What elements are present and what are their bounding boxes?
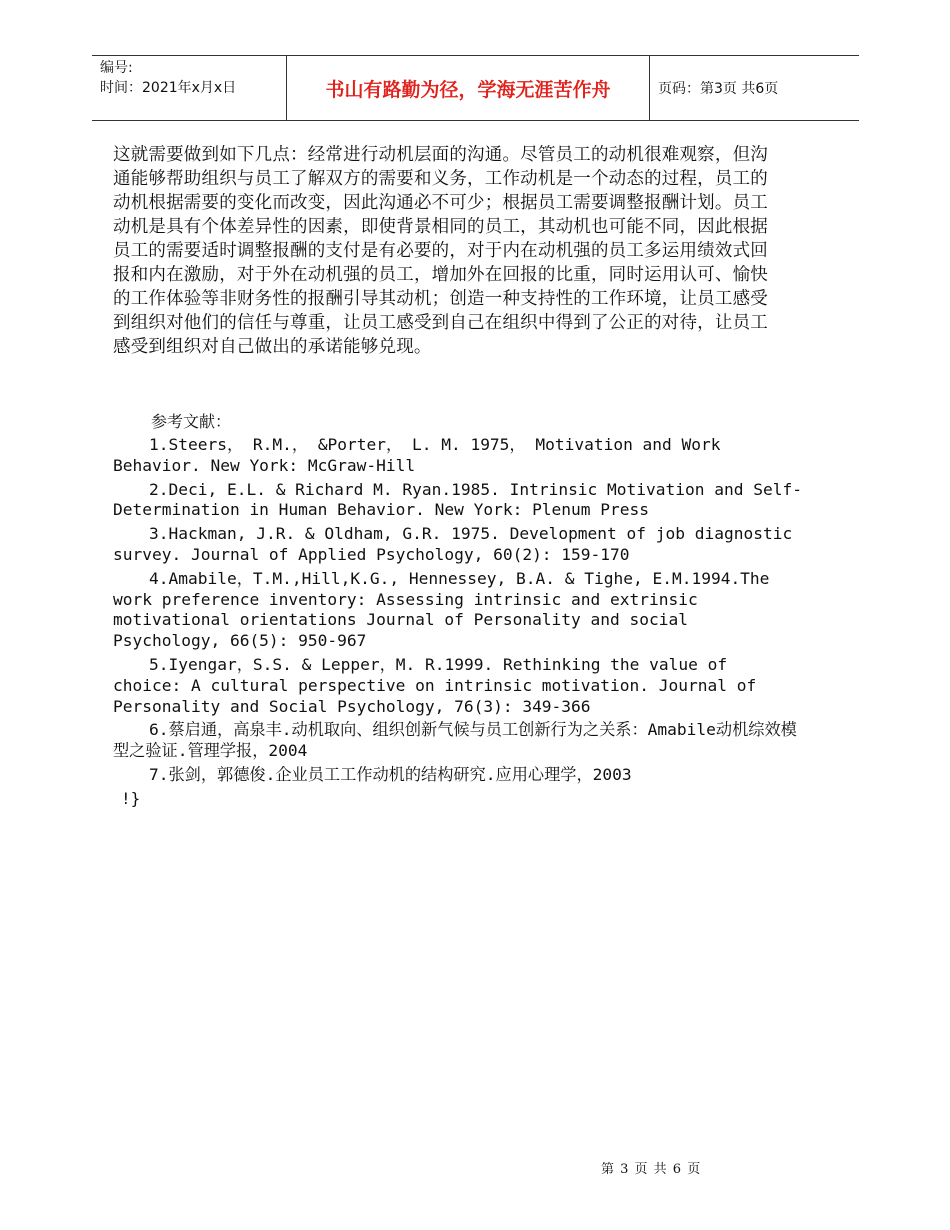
reference-item: 2.Deci, E.L. & Richard M. Ryan.1985. Intrinsic Motivation and Self-Determination in Human Behavior. New York: Plenum Press: [113, 479, 802, 520]
page-footer: 第 3 页 共 6 页: [601, 1162, 702, 1177]
reference-item: 6.蔡启通，高泉丰.动机取向、组织创新气候与员工创新行为之关系：Amabile动机综效模型之验证.管理学报，2004: [113, 720, 797, 761]
references-title: 参考文献：: [151, 412, 232, 431]
body-paragraph: 这就需要做到如下几点：经常进行动机层面的沟通。尽管员工的动机很难观察，但沟通能够帮助组织与员工了解双方的需要和义务，工作动机是一个动态的过程，员工的动机根据需要的变化而改变，因此沟通必不可少；根据员工需要调整报酬计划。员工动机是具有个体差异性的因素，即使背景相同的员工，其动机也可能不同，因此根据员工的需要适时调整报酬的支付是有必要的，对于内在动机强的员工多运用绩效式回报和内在激励，对于外在动机强的员工，增加外在回报的比重，同时运用认可、愉快的工作体验等非财务性的报酬引导其动机；创造一种支持性的工作环境，让员工感受到组织对他们的信任与尊重，让员工感受到自己在组织中得到了公正的对待，让员工感受到组织对自己做出的承诺能够兑现。: [113, 145, 768, 357]
reference-item: 3.Hackman, J.R. & Oldham, G.R. 1975. Development of job diagnostic survey. Journal of Applied Psychology, 60(2): 159-170: [113, 524, 793, 564]
time-label: 时间：2021年x月x日: [100, 80, 237, 96]
reference-item: 5.Iyengar，S.S. & Lepper，M. R.1999. Rethinking the value of choice: A cultural perspective on intrinsic motivation. Journal of Personality and Social Psychology, 76(3): 349-366: [113, 654, 757, 716]
reference-item: 4.Amabile，T.M.,Hill,K.G., Hennessey, B.A. & Tighe, E.M.1994.The work preference inventory: Assessing intrinsic and extrinsic motivational orientations Journal of Personality and social Psychology, 66(5): 950-967: [113, 568, 770, 651]
reference-item: 7.张剑，郭德俊.企业员工工作动机的结构研究.应用心理学，2003: [149, 764, 632, 784]
header-motto: 书山有路勤为径，学海无涯苦作舟: [286, 56, 650, 120]
header-page-info: 页码：第3页 共6页: [658, 81, 779, 97]
page-header: [92, 55, 859, 121]
references-section: [113, 411, 803, 809]
reference-item: 1.Steers， R.M.， &Porter， L. M. 1975， Motivation and Work Behavior. New York: McGraw-Hill: [113, 435, 721, 475]
header-meta: [92, 56, 286, 120]
stray-mark: !}: [121, 788, 141, 808]
number-label: 编号:: [100, 60, 133, 76]
